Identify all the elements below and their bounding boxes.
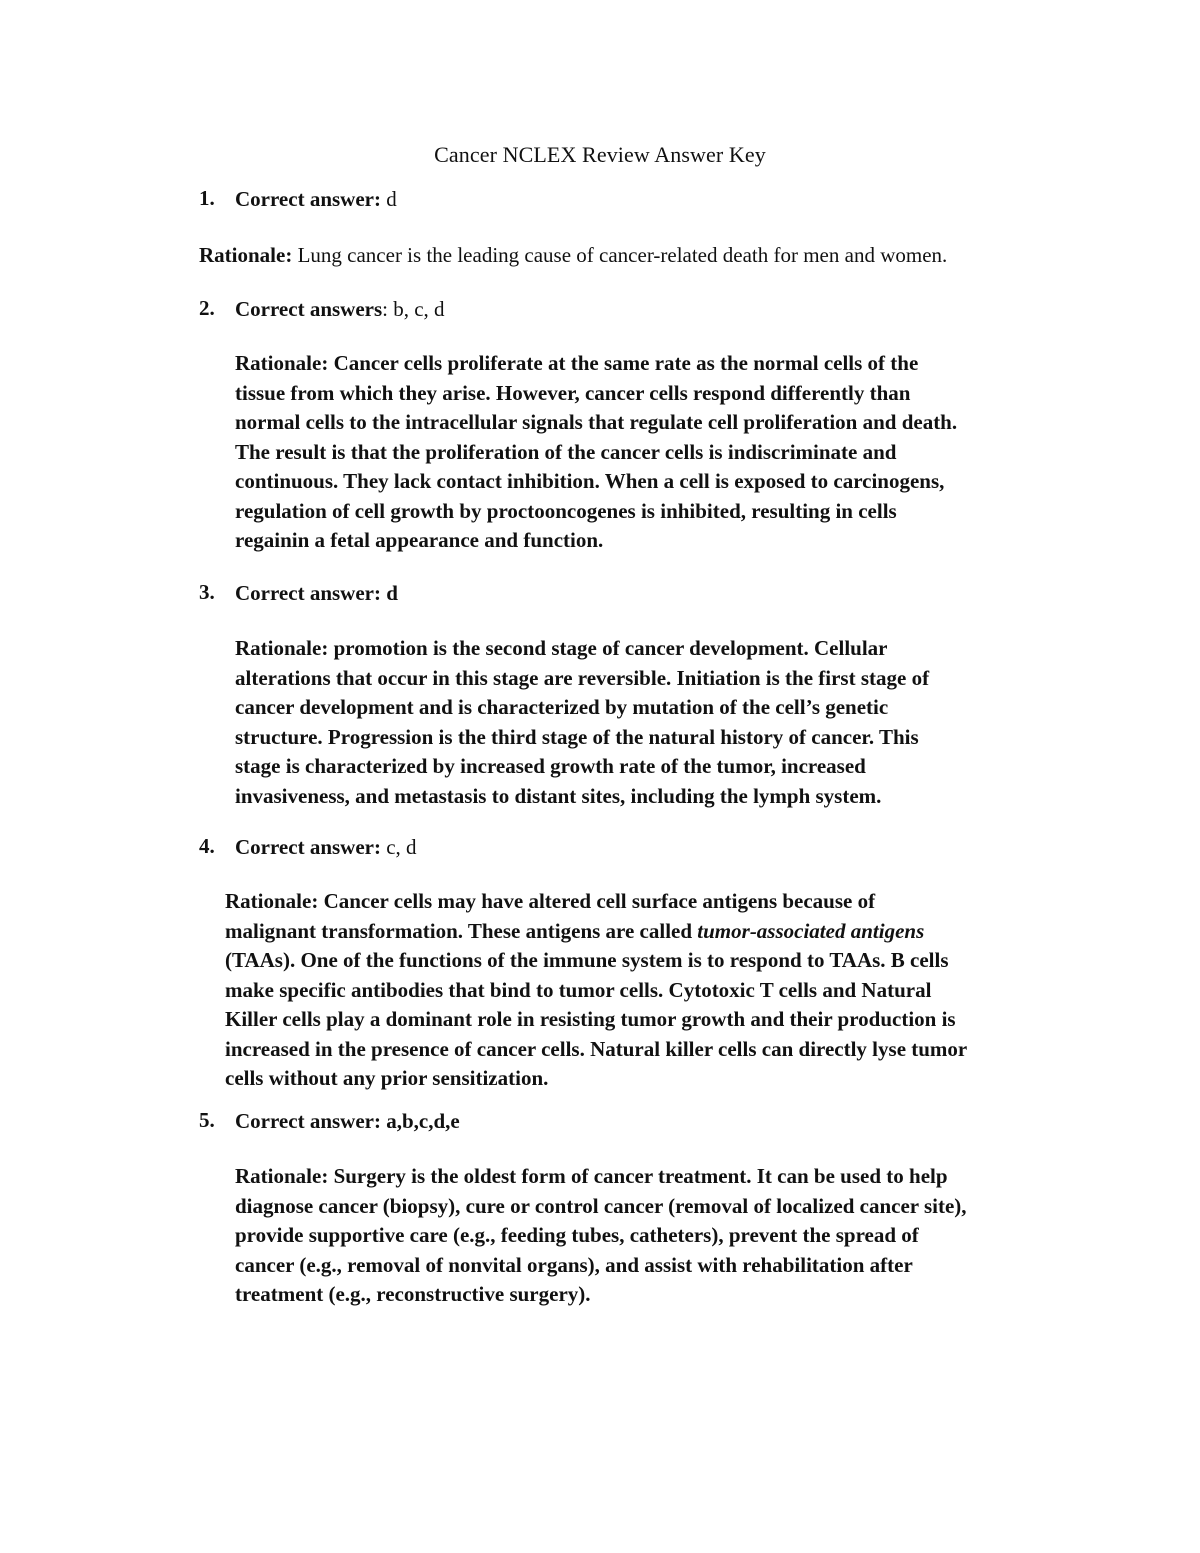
rationale-line: (TAAs). One of the functions of the immune system is to respond to TAAs. B cells xyxy=(225,948,949,972)
item-answer-5: Correct answer: a,b,c,d,e xyxy=(235,1109,460,1133)
rationale-line: tissue from which they arise. However, cancer cells respond differently than xyxy=(235,380,911,405)
rationale-line xyxy=(225,917,967,947)
rationale-line: invasiveness, and metastasis to distant sites, including the lymph system. xyxy=(235,783,882,808)
rationale-line: cancer (e.g., removal of nonvital organs), and assist with rehabilitation after xyxy=(235,1252,913,1277)
item-answer-1 xyxy=(235,185,397,215)
rationale-text: Lung cancer is the leading cause of cancer-related death for men and women. xyxy=(292,243,948,267)
rationale-label: Rationale: xyxy=(199,243,293,267)
answer-value: d xyxy=(380,187,397,211)
rationale-line: regainin a fetal appearance and function. xyxy=(235,528,604,552)
answer-value: c, d xyxy=(380,835,417,859)
answer-value: : b, c, d xyxy=(382,297,445,321)
item-number-2: 2. xyxy=(199,296,215,320)
rationale-line: alterations that occur in this stage are reversible. Initiation is the first stage of xyxy=(235,665,930,690)
item-number-5: 5. xyxy=(199,1108,215,1132)
item-answer-3: Correct answer: d xyxy=(235,581,398,605)
rationale-line: Rationale: Cancer cells may have altered cell surface antigens because of xyxy=(225,889,876,913)
item-rationale-2 xyxy=(235,349,957,556)
rationale-emphasis: tumor-associated antigens xyxy=(697,918,925,943)
item-rationale-1 xyxy=(199,241,947,271)
rationale-line: structure. Progression is the third stage of the natural history of cancer. This xyxy=(235,724,919,749)
rationale-line: diagnose cancer (biopsy), cure or control cancer (removal of localized cancer site), xyxy=(235,1193,967,1218)
rationale-line: The result is that the proliferation of the cancer cells is indiscriminate and xyxy=(235,439,897,464)
answer-label: Correct answer: xyxy=(235,835,381,859)
rationale-text: malignant transformation. These antigens are called xyxy=(225,918,698,943)
item-rationale-4 xyxy=(225,887,967,1094)
item-number-1: 1. xyxy=(199,186,215,210)
rationale-line: provide supportive care (e.g., feeding tubes, catheters), prevent the spread of xyxy=(235,1223,919,1247)
rationale-line: cancer development and is characterized by mutation of the cell’s genetic xyxy=(235,695,889,719)
item-number-3: 3. xyxy=(199,580,215,604)
rationale-line: make specific antibodies that bind to tumor cells. Cytotoxic T cells and Natural xyxy=(225,977,932,1002)
rationale-line: cells without any prior sensitization. xyxy=(225,1066,549,1090)
item-rationale-3 xyxy=(235,634,929,811)
item-answer-4 xyxy=(235,833,417,863)
document-title: Cancer NCLEX Review Answer Key xyxy=(434,142,766,167)
rationale-line: Rationale: Cancer cells proliferate at the same rate as the normal cells of the xyxy=(235,351,919,375)
item-number-4: 4. xyxy=(199,834,215,858)
rationale-line: normal cells to the intracellular signals that regulate cell proliferation and death. xyxy=(235,410,958,434)
item-answer-2 xyxy=(235,295,445,325)
rationale-line: Rationale: promotion is the second stage of cancer development. Cellular xyxy=(235,636,888,660)
rationale-line: Rationale: Surgery is the oldest form of cancer treatment. It can be used to help xyxy=(235,1164,948,1188)
answer-label: Correct answers xyxy=(235,297,383,321)
rationale-line: treatment (e.g., reconstructive surgery). xyxy=(235,1282,591,1306)
rationale-line: increased in the presence of cancer cells. Natural killer cells can directly lyse tumor xyxy=(225,1036,968,1061)
rationale-line: regulation of cell growth by proctooncogenes is inhibited, resulting in cells xyxy=(235,498,897,523)
rationale-line: stage is characterized by increased growth rate of the tumor, increased xyxy=(235,754,866,778)
rationale-line: continuous. They lack contact inhibition. When a cell is exposed to carcinogens, xyxy=(235,469,945,493)
item-rationale-5 xyxy=(235,1162,967,1310)
rationale-line: Killer cells play a dominant role in resisting tumor growth and their production is xyxy=(225,1007,956,1031)
answer-label: Correct answer: xyxy=(235,187,381,211)
